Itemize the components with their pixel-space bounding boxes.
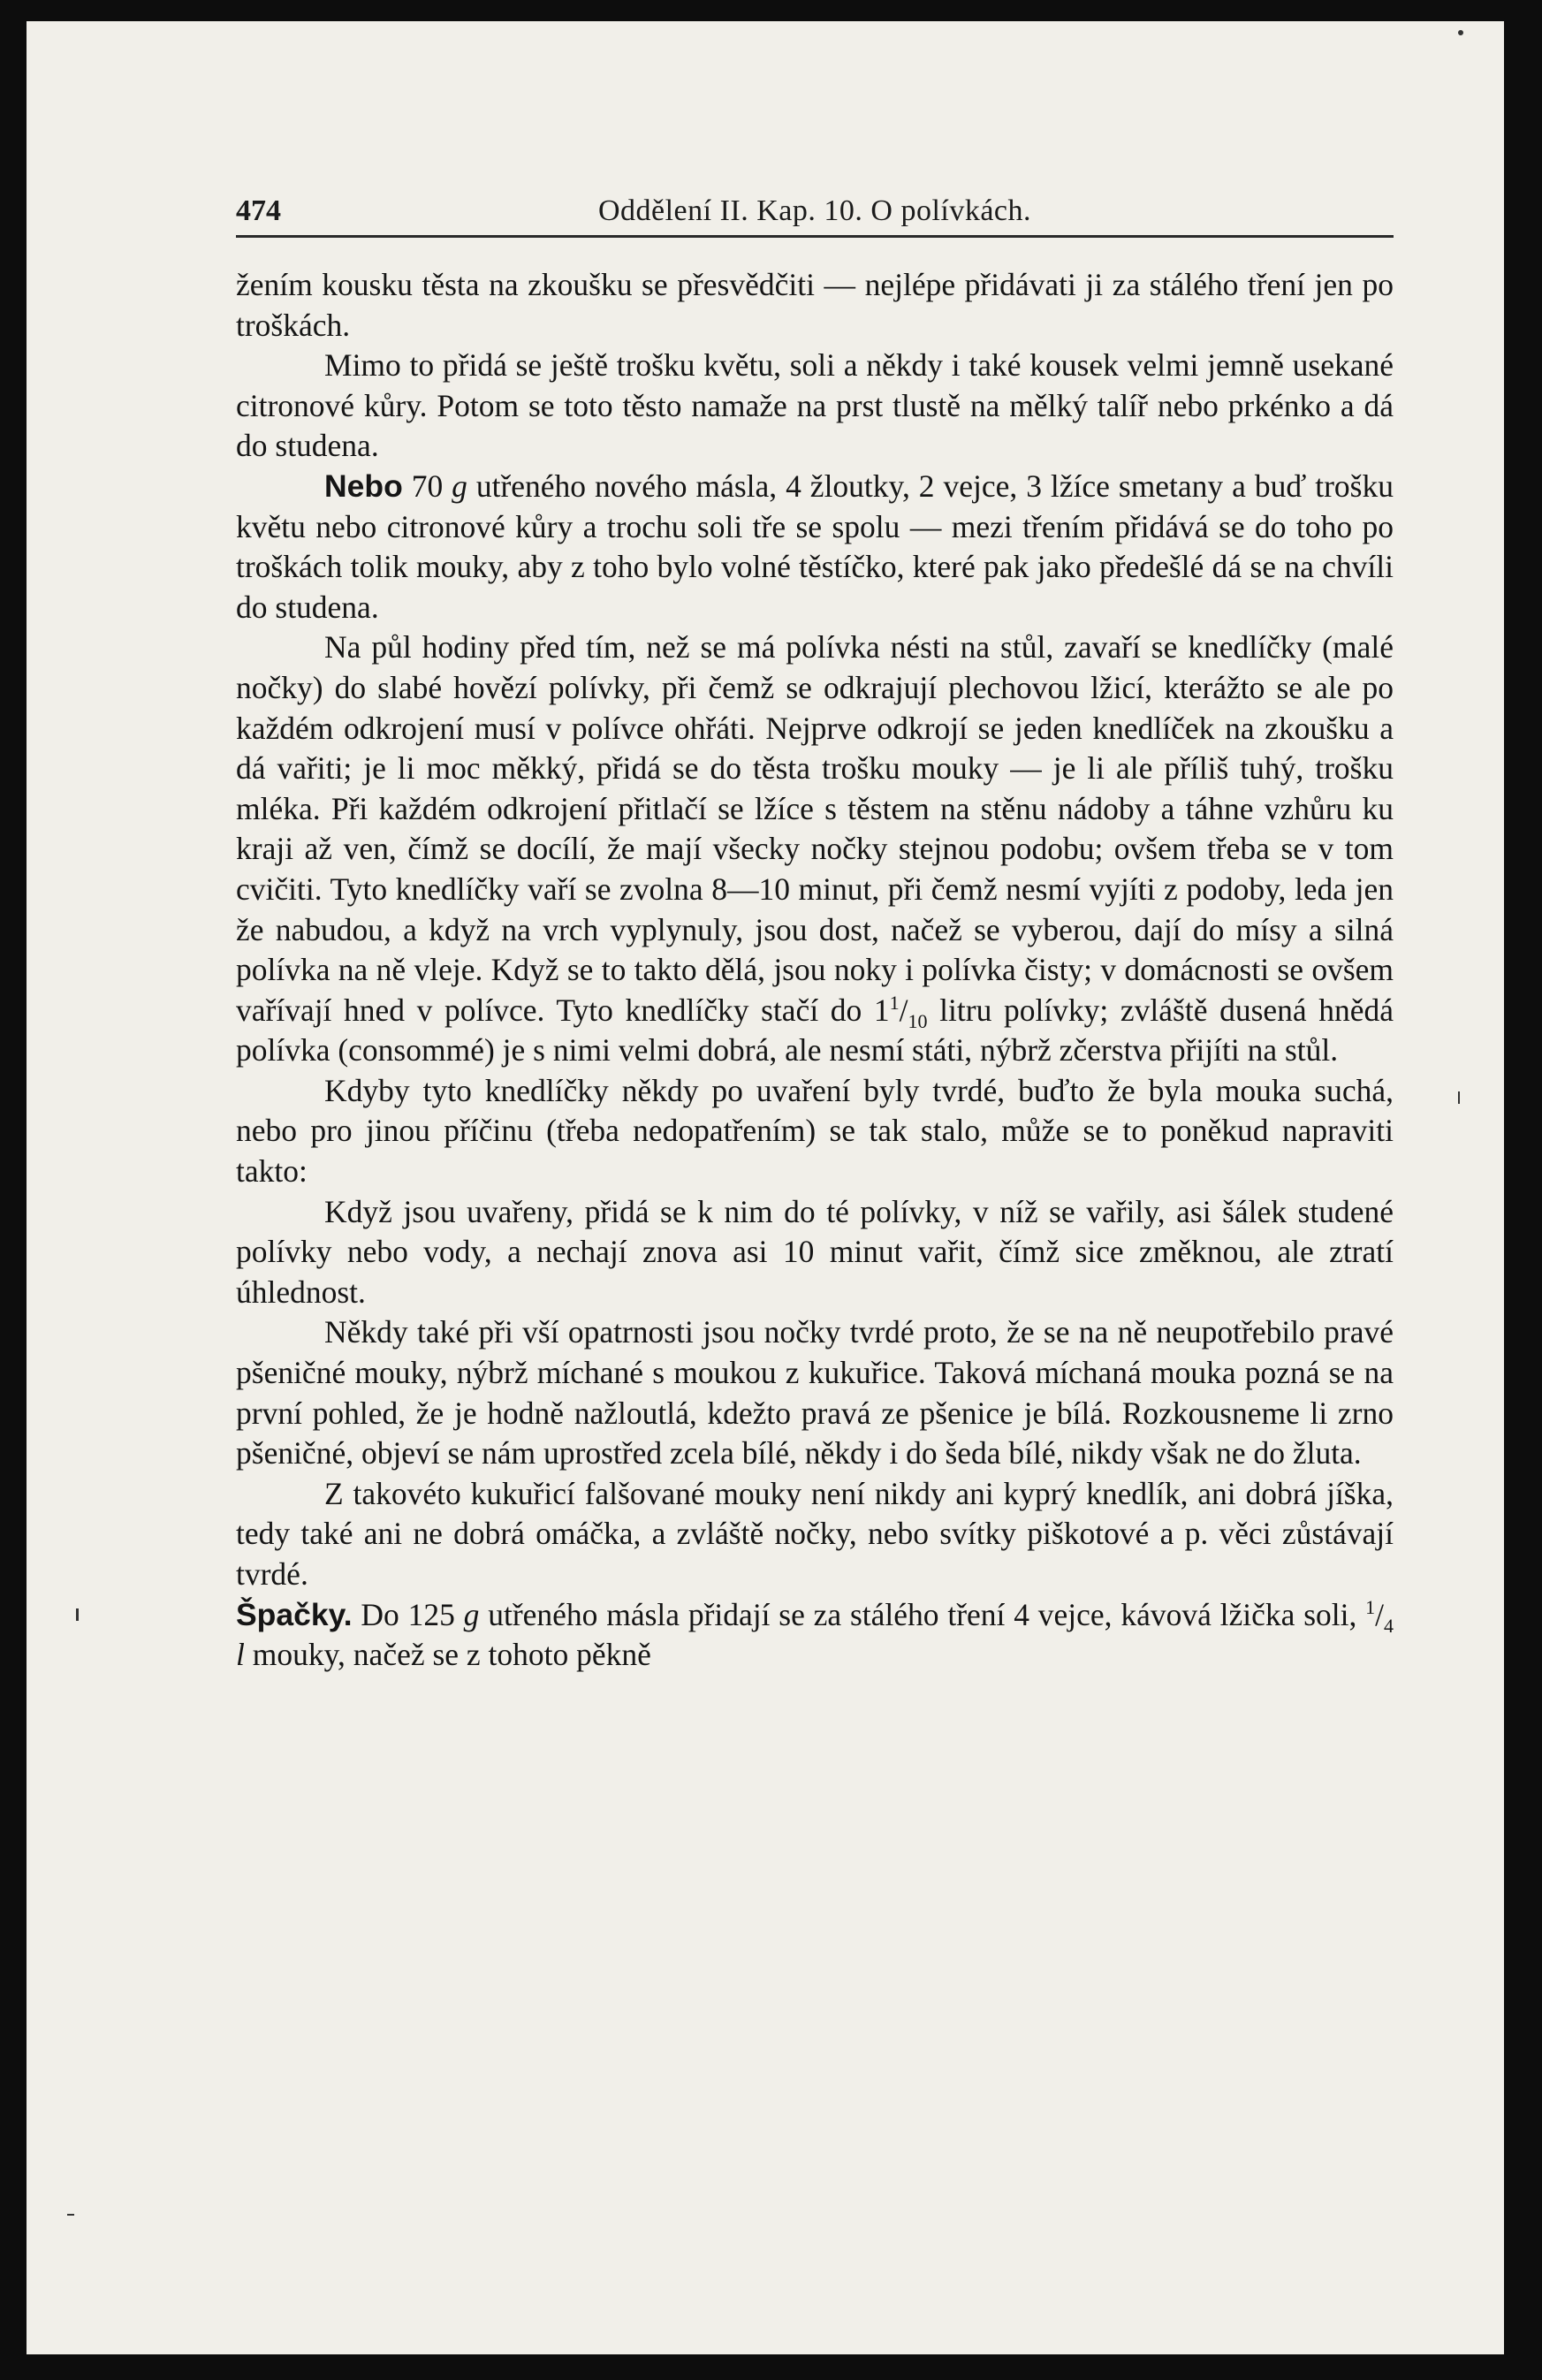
- fraction-denominator-2: 4: [1384, 1614, 1394, 1637]
- paragraph-4-text-b: litru polívky; zvláště dusená hnědá polívka (consommé) je s nimi velmi dobrá, ale nesmí státi, nýbrž zčerstva přijíti na stůl.: [236, 992, 1394, 1068]
- paragraph-9-text-c: mouky, načež se z tohoto pěkně: [252, 1637, 651, 1673]
- paragraph-2: Mimo to přidá se ještě trošku květu, soli a někdy i také kousek velmi jemně usekané citronové kůry. Potom se toto těsto namaže na prst tlustě na mělký talíř nebo prkénko a dá do studena.: [236, 347, 1394, 464]
- fraction-numerator: 1: [889, 991, 900, 1014]
- paragraph-8: Z takovéto kukuřicí falšované mouky není nikdy ani kyprý knedlík, ani dobrá jíška, tedy také ani ne dobrá omáčka, a zvláště nočky, nebo svítky piškotové a p. věci zůstávají tvrdé.: [236, 1475, 1394, 1592]
- paragraph-5: Kdyby tyto knedlíčky někdy po uvaření byly tvrdé, buďto že byla mouka suchá, nebo pro jinou příčinu (třeba nedopatřením) se tak stalo, může se to poněkud napraviti takto:: [236, 1072, 1394, 1190]
- fraction-number: 1: [873, 992, 890, 1028]
- paragraph-9-unit-2: l: [236, 1637, 245, 1673]
- paragraph-9-unit: g: [463, 1596, 480, 1632]
- paragraph-6: Když jsou uvařeny, přidá se k nim do té polívky, v níž se vařily, asi šálek studené polívky nebo vody, a nechají znova asi 10 minut vařit, čímž sice změknou, ale ztratí úhlednost.: [236, 1193, 1394, 1310]
- paragraph-3: [236, 467, 1394, 627]
- paragraph-3-quantity: 70: [411, 468, 444, 504]
- paragraph-4: Na půl hodiny před tím, než se má polívka nésti na stůl, zavaří se knedlíčky (malé nočky) do slabé hovězí polívky, při čemž se odkrajují plechovou lžicí, kterážto se ale po každém odkrojení musí v polívce ohřáti. Nejprve odkrojí se jeden knedlíček na zkoušku a dá vařiti; je li moc měkký, přidá se do těsta trošku mouky — je li ale příliš tuhý, trošku mléka. Při každém odkrojení přitlačí se lžíce s těstem na stěnu nádoby a táhne vzhůru ku kraji až ven, čímž se docílí, že mají všecky nočky stejnou podobu; ovšem třeba se v tom cvičiti. Tyto knedlíčky vaří se zvolna 8—10 minut, při čemž nesmí vyjíti z podoby, leda jen že nabudou, a když na vrch vyplynuly, jsou dost, načež se vyberou, dají do mísy a silná polívka na ně vleje. Když se to takto dělá, jsou noky i polívka čisty; v domácnosti se ovšem vařívají hned v polívce. Tyto knedlíčky stačí do $1^1/_{10}$ litru polívky; zvláště dusená hnědá polívka (consommé) je s nimi velmi dobrá, ale nesmí státi, nýbrž zčerstva přijíti na stůl.: [236, 629, 1394, 1068]
- page-number: 474: [236, 194, 281, 227]
- paragraph-9-text-a: Do 125: [361, 1596, 455, 1632]
- recipe-title-spacky: Špačky.: [236, 1596, 353, 1632]
- paragraph-4-text-a: Na půl hodiny před tím, než se má polívka nésti na stůl, zavaří se knedlíčky (malé nočky) do slabé hovězí polívky, při čemž se odkrajují plechovou lžicí, kterážto se ale po každém odkrojení musí v polívce ohřáti. Nejprve odkrojí se jeden knedlíček na zkoušku a dá vařiti; je li moc měkký, přidá se do těsta trošku mouky — je li ale příliš tuhý, trošku mléka. Při každém odkrojení přitlačí se lžíce s těstem na stěnu nádoby a táhne vzhůru ku kraji až ven, čímž se docílí, že mají všecky nočky stejnou podobu; ovšem třeba se v tom cvičiti. Tyto knedlíčky vaří se zvolna 8—10 minut, při čemž nesmí vyjíti z podoby, leda jen že nabudou, a když na vrch vyplynuly, jsou dost, načež se vyberou, dají do mísy a silná polívka na ně vleje. Když se to takto dělá, jsou noky i polívka čisty; v domácnosti se ovšem vařívají hned v polívce. Tyto knedlíčky stačí do: [236, 629, 1394, 1028]
- fraction-denominator: 10: [908, 1009, 928, 1032]
- paragraph-9-text-b: utřeného másla přidají se za stálého tření 4 vejce, kávová lžička soli,: [488, 1596, 1357, 1632]
- running-title: Oddělení II. Kap. 10. O polívkách.: [597, 194, 1032, 227]
- scan-speck: [1458, 30, 1463, 35]
- fraction-numerator-2: 1: [1365, 1595, 1376, 1618]
- paragraph-9: Špačky. Do 125 g utřeného másla přidají se za stálého tření 4 vejce, kávová lžička soli, $^1/_4$ l mouky, načež se z tohoto pěkně: [236, 1595, 1394, 1673]
- header-rule: [236, 235, 1394, 238]
- page-header: [236, 194, 1394, 235]
- paragraph-7: Někdy také při vší opatrnosti jsou nočky tvrdé proto, že se na ně neupotřebilo pravé pšeničné mouky, nýbrž míchané s moukou z kukuřice. Taková míchaná mouka pozná se na první pohled, že je hodně nažloutlá, kdežto pravá ze pšenice je bílá. Rozkousneme li zrno pšeničné, objeví se nám uprostřed zcela bílé, někdy i do šeda bílé, nikdy však ne do žluta.: [236, 1314, 1394, 1471]
- paragraph-3-lead: Nebo: [324, 468, 403, 504]
- scan-speck: [67, 2214, 74, 2216]
- paragraph-3-unit: g: [452, 468, 467, 504]
- scan-speck: [76, 1608, 79, 1621]
- body-text: [236, 265, 1394, 1676]
- paragraph-1: žením kousku těsta na zkoušku se přesvědčiti — nejlépe přidávati ji za stálého tření jen po troškách.: [236, 267, 1394, 343]
- paragraph-3-text: utřeného nového másla, 4 žloutky, 2 vejce, 3 lžíce smetany a buď trošku květu nebo citronové kůry a trochu soli tře se spolu — mezi třením přidává se do toho po troškách tolik mouky, aby z toho bylo volné těstíčko, které pak jako předešlé dá se na chvíli do studena.: [236, 468, 1394, 625]
- scan-speck: [1458, 1091, 1460, 1104]
